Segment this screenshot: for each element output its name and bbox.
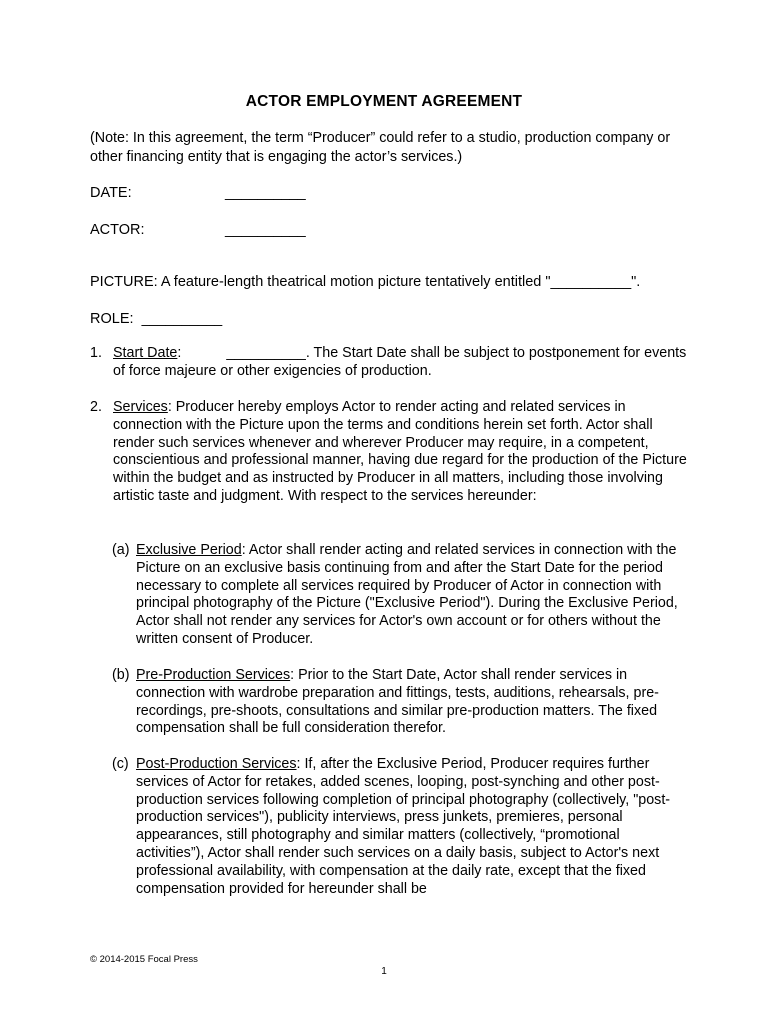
document-title: ACTOR EMPLOYMENT AGREEMENT <box>245 93 523 110</box>
section-number: 2. <box>90 399 102 415</box>
date-label: DATE: <box>90 185 132 201</box>
section-text: : Producer hereby employs Actor to render acting and related services in connection with the Picture upon the terms and conditions herein set forth. Actor shall render such services whenever and wherever Producer may require, in a competent, conscientious and professional manner, having due regard for the production of the Picture within the budget and as instructed by Producer in all matters, including those involving artistic taste and judgment. With respect to the services hereunder: <box>113 399 687 504</box>
section-heading-colon: : <box>177 345 182 361</box>
section-heading: Start Date <box>113 345 178 361</box>
role-blank: __________ <box>141 311 223 327</box>
section-heading: Services <box>113 399 168 415</box>
date-blank: __________ <box>225 185 306 201</box>
subsection-number: (c) <box>112 756 129 772</box>
section-text: . The Start Date shall be subject to postponement for events of force majeure or other exigencies of production. <box>113 345 687 379</box>
subsection-heading: Pre-Production Services <box>136 667 291 683</box>
subsection-heading: Exclusive Period <box>136 542 242 558</box>
role-field <box>90 310 222 328</box>
subsection-number: (a) <box>112 542 130 558</box>
picture-field: PICTURE: A feature-length theatrical motion picture tentatively entitled "__________". <box>90 274 641 290</box>
note-paragraph: (Note: In this agreement, the term “Producer” could refer to a studio, production company or other financing entity that is engaging the actor’s services.) <box>90 130 671 165</box>
role-label: ROLE: <box>90 311 134 327</box>
subsection-post-production <box>112 756 682 898</box>
subsection-text: : Prior to the Start Date, Actor shall render services in connection with wardrobe preparation and fittings, tests, auditions, rehearsals, pre-recordings, pre-shoots, consultations and similar pre-production matters. The fixed compensation shall be full consideration therefor. <box>136 667 659 737</box>
section-number: 1. <box>90 345 102 361</box>
subsection-text: : Actor shall render acting and related services in connection with the Picture on an exclusive basis continuing from and after the Start Date for the period necessary to complete all services required by Producer of Actor in connection with principal photography of the Picture ("Exclusive Period"). During the Exclusive Period, Actor shall not render any services for Actor's own account or for others without the written consent of Producer. <box>136 542 678 647</box>
footer-copyright: © 2014-2015 Focal Press <box>90 954 198 965</box>
subsection-heading: Post-Production Services <box>136 756 297 772</box>
actor-blank: __________ <box>225 222 306 238</box>
subsection-text: : If, after the Exclusive Period, Producer requires further services of Actor for retakes, added scenes, looping, post-synching and other post-production services following completion of principal photography (collectively, "post-production services"), publicity interviews, press junkets, premieres, personal appearances, still photography and similar matters (collectively, “promotional activities”), Actor shall render such services on a daily basis, subject to Actor's next professional availability, with compensation at the daily rate, except that the fixed compensation provided for hereunder shall be <box>136 756 671 897</box>
subsection-pre-production <box>112 667 682 738</box>
section-services <box>90 399 690 506</box>
subsection-exclusive-period <box>112 542 682 649</box>
actor-label: ACTOR: <box>90 222 145 238</box>
actor-field <box>90 221 306 239</box>
date-field <box>90 184 306 202</box>
start-date-blank: __________ <box>226 345 306 361</box>
section-start-date <box>90 345 690 381</box>
subsection-number: (b) <box>112 667 130 683</box>
page-number: 1 <box>381 966 387 977</box>
